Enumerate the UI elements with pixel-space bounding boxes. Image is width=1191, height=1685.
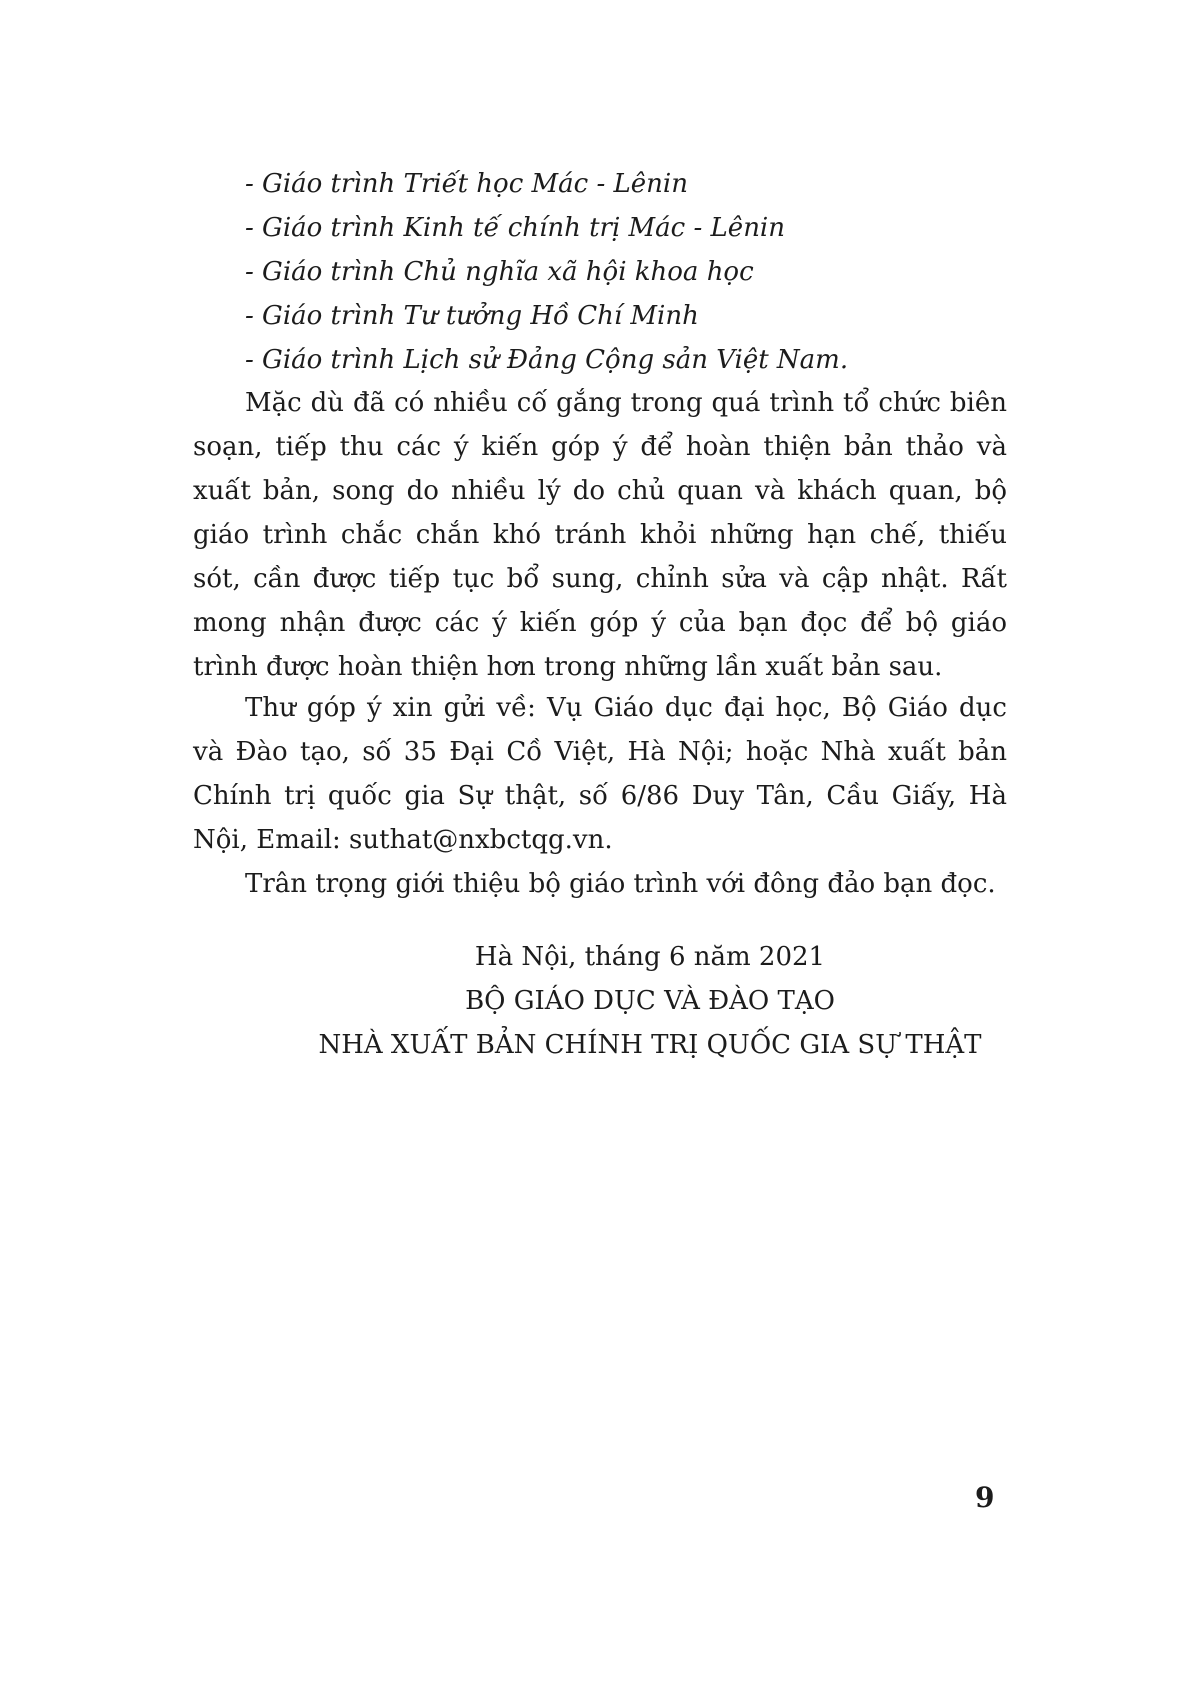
- textbook-list: [193, 162, 1007, 382]
- list-item: - Giáo trình Chủ nghĩa xã hội khoa học: [245, 257, 754, 287]
- list-item: - Giáo trình Triết học Mác - Lênin: [245, 169, 688, 199]
- signature-ministry: BỘ GIÁO DỤC VÀ ĐÀO TẠO: [465, 986, 835, 1016]
- list-item: - Giáo trình Lịch sử Đảng Cộng sản Việt Nam.: [245, 345, 849, 375]
- paragraph-limitations: Mặc dù đã có nhiều cố gắng trong quá trình tổ chức biên soạn, tiếp thu các ý kiến góp ý để hoàn thiện bản thảo và xuất bản, song do nhiều lý do chủ quan và khách quan, bộ giáo trình chắc chắn khó tránh khỏi những hạn chế, thiếu sót, cần được tiếp tục bổ sung, chỉnh sửa và cập nhật. Rất mong nhận được các ý kiến góp ý của bạn đọc để bộ giáo trình được hoàn thiện hơn trong những lần xuất bản sau.: [193, 388, 1007, 682]
- page-number: 9: [975, 1481, 995, 1514]
- signature-date: Hà Nội, tháng 6 năm 2021: [474, 942, 826, 972]
- list-item: - Giáo trình Kinh tế chính trị Mác - Lênin: [245, 213, 785, 243]
- list-item: - Giáo trình Tư tưởng Hồ Chí Minh: [245, 301, 699, 331]
- signature-publisher: NHÀ XUẤT BẢN CHÍNH TRỊ QUỐC GIA SỰ THẬT: [318, 1030, 982, 1060]
- paragraph-introduction: Trân trọng giới thiệu bộ giáo trình với đông đảo bạn đọc.: [245, 869, 996, 899]
- paragraph-feedback-address: Thư góp ý xin gửi về: Vụ Giáo dục đại học, Bộ Giáo dục và Đào tạo, số 35 Đại Cồ Việt, Hà Nội; hoặc Nhà xuất bản Chính trị quốc gia Sự thật, số 6/86 Duy Tân, Cầu Giấy, Hà Nội, Email: suthat@nxbctqg.vn.: [193, 693, 1007, 855]
